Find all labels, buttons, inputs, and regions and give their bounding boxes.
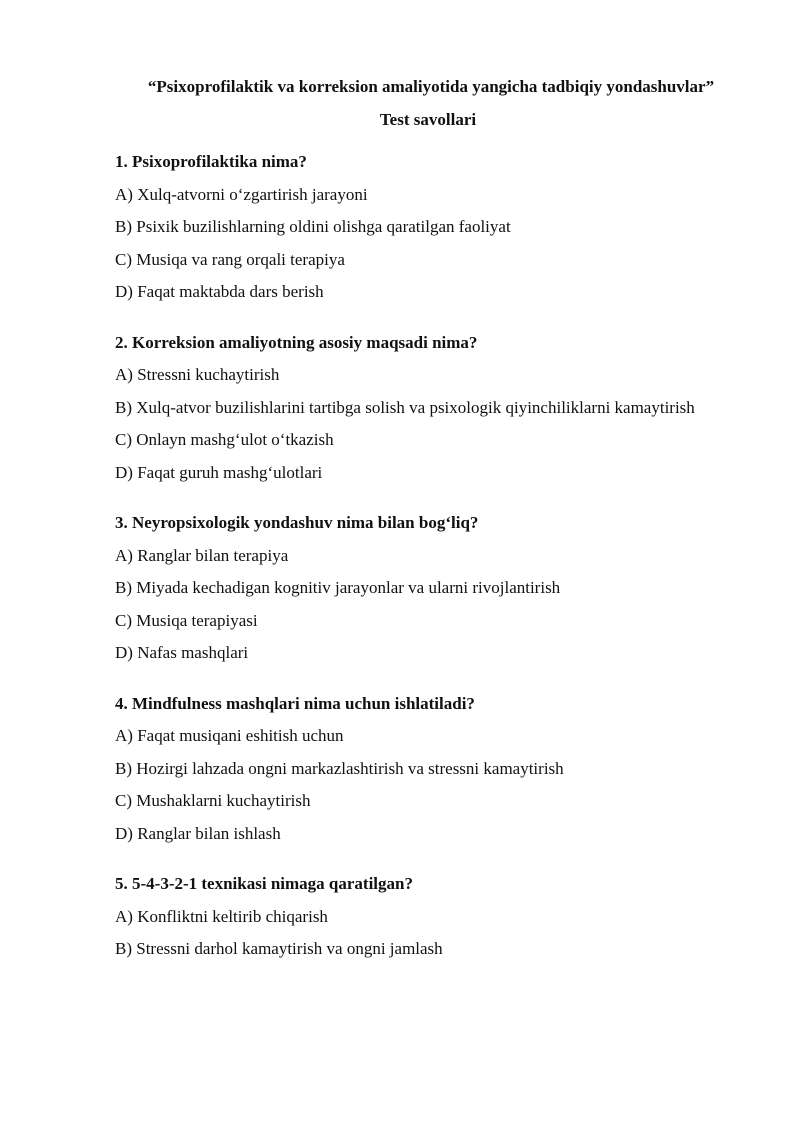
answer-option-c: C) Onlayn mashg‘ulot o‘tkazish	[115, 430, 334, 449]
answer-option-a: A) Xulq-atvorni o‘zgartirish jarayoni	[115, 184, 368, 204]
question-text: 1. Psixoprofilaktika nima?	[115, 152, 307, 171]
answer-option-c: C) Musiqa terapiyasi	[115, 610, 258, 630]
answer-option-a: A) Konfliktni keltirib chiqarish	[115, 906, 328, 926]
answer-option-c: C) Mushaklarni kuchaytirish	[115, 791, 311, 810]
question-1	[115, 146, 715, 309]
question-4	[115, 688, 715, 851]
answer-option-b: B) Hozirgi lahzada ongni markazlashtirish va stressni kamaytirish	[115, 758, 564, 778]
answer-option-d: D) Faqat maktabda dars berish	[115, 282, 324, 301]
question-text: 2. Korreksion amaliyotning asosiy maqsadi nima?	[115, 332, 478, 352]
document-subtitle: Test savollari	[379, 110, 477, 129]
answer-option-c: C) Musiqa va rang orqali terapiya	[115, 249, 345, 269]
answer-option-d: D) Faqat guruh mashg‘ulotlari	[115, 462, 323, 482]
question-5	[115, 868, 715, 966]
answer-option-b: B) Xulq-atvor buzilishlarini tartibga solish va psixologik qiyinchiliklarni kamaytirish	[115, 397, 695, 417]
answer-option-d: D) Nafas mashqlari	[115, 643, 249, 662]
question-text: 3. Neyropsixologik yondashuv nima bilan bog‘liq?	[115, 513, 479, 532]
answer-option-a: A) Stressni kuchaytirish	[115, 365, 280, 384]
document-title: “Psixoprofilaktik va korreksion amaliyotida yangicha tadbiqiy yondashuvlar”	[147, 77, 715, 96]
question-text: 4. Mindfulness mashqlari nima uchun ishlatiladi?	[115, 693, 475, 713]
answer-option-a: A) Faqat musiqani eshitish uchun	[115, 726, 344, 745]
question-list	[115, 146, 715, 984]
question-text: 5. 5-4-3-2-1 texnikasi nimaga qaratilgan?	[115, 874, 413, 893]
answer-option-b: B) Stressni darhol kamaytirish va ongni jamlash	[115, 939, 443, 958]
answer-option-d: D) Ranglar bilan ishlash	[115, 823, 281, 843]
question-3	[115, 507, 715, 670]
answer-option-b: B) Psixik buzilishlarning oldini olishga qaratilgan faoliyat	[115, 217, 511, 236]
answer-option-b: B) Miyada kechadigan kognitiv jarayonlar va ularni rivojlantirish	[115, 578, 561, 597]
question-2	[115, 327, 715, 490]
answer-option-a: A) Ranglar bilan terapiya	[115, 545, 289, 565]
